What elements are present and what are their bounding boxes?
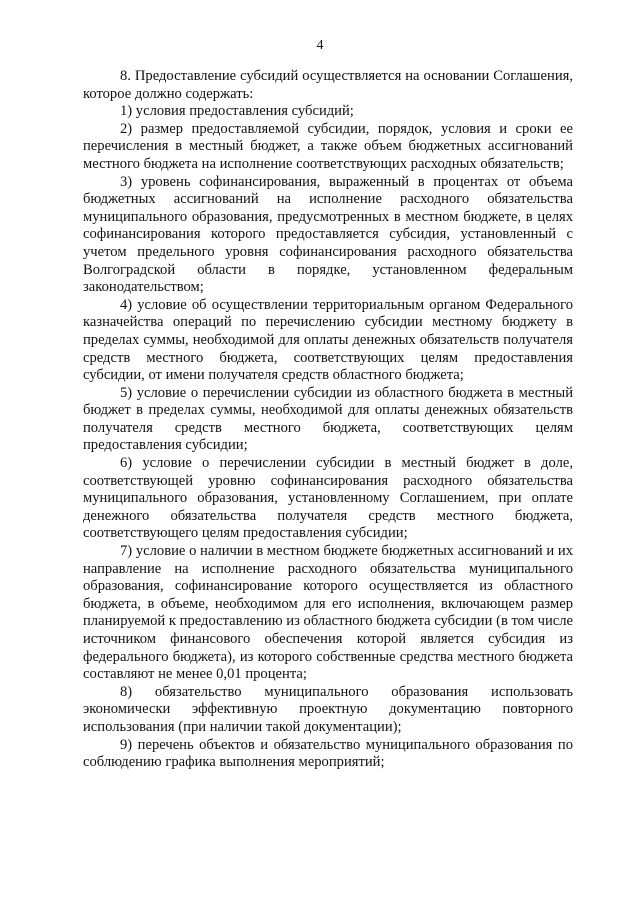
list-item-4: 4) условие об осуществлении территориальным органом Федерального казначейства операций по перечислению субсидии местному бюджету в пределах суммы, необходимой для оплаты денежных обязательств получателя средств местного бюджета, соответствующих целям предоставления субсидии, от имени получателя средств областного бюджета; xyxy=(83,296,573,384)
paragraph-item-8-intro: 8. Предоставление субсидий осуществляется на основании Соглашения, которое должно содержать: xyxy=(83,68,573,102)
list-item-3: 3) уровень софинансирования, выраженный в процентах от объема бюджетных ассигнований на исполнение расходного обязательства муниципального образования, предусмотренных в местном бюджете, в целях софинансирования которого предоставляется субсидия, установленный с учетом предельного уровня софинансирования расходного обязательства Волгоградской области в порядке, установленном федеральным законодательством; xyxy=(83,173,573,296)
list-item-8: 8) обязательство муниципального образования использовать экономически эффективную проектную документацию повторного использования (при наличии такой документации); xyxy=(83,683,573,735)
list-item-6: 6) условие о перечислении субсидии в местный бюджет в доле, соответствующей уровню софинансирования расходного обязательства муниципального образования, установленному Соглашением, при оплате денежного обязательства получателя средств местного бюджета, соответствующего целям предоставления субсидии; xyxy=(83,455,573,542)
page-number: 4 xyxy=(316,38,324,53)
list-item-9: 9) перечень объектов и обязательство муниципального образования по соблюдению графика выполнения мероприятий; xyxy=(83,736,573,771)
list-item-2: 2) размер предоставляемой субсидии, порядок, условия и сроки ее перечисления в местный бюджет, а также объем бюджетных ассигнований местного бюджета на исполнение соответствующих расходных обязательств; xyxy=(83,120,573,172)
list-item-7: 7) условие о наличии в местном бюджете бюджетных ассигнований и их направление на исполнение расходного обязательства муниципального образования, софинансирование которого осуществляется из областного бюджета, в объеме, необходимом для его исполнения, включающем размер планируемой к предоставлению из областного бюджета субсидии (в том числе источником финансового обеспечения которой является субсидия из федерального бюджета), из которого собственные средства местного бюджета составляют не менее 0,01 процента; xyxy=(83,543,573,683)
list-item-5: 5) условие о перечислении субсидии из областного бюджета в местный бюджет в пределах суммы, необходимой для оплаты денежных обязательств получателя средств местного бюджета, соответствующих целям предоставления субсидии; xyxy=(83,384,573,454)
document-body xyxy=(83,68,573,772)
list-item-1: 1) условия предоставления субсидий; xyxy=(120,103,354,120)
